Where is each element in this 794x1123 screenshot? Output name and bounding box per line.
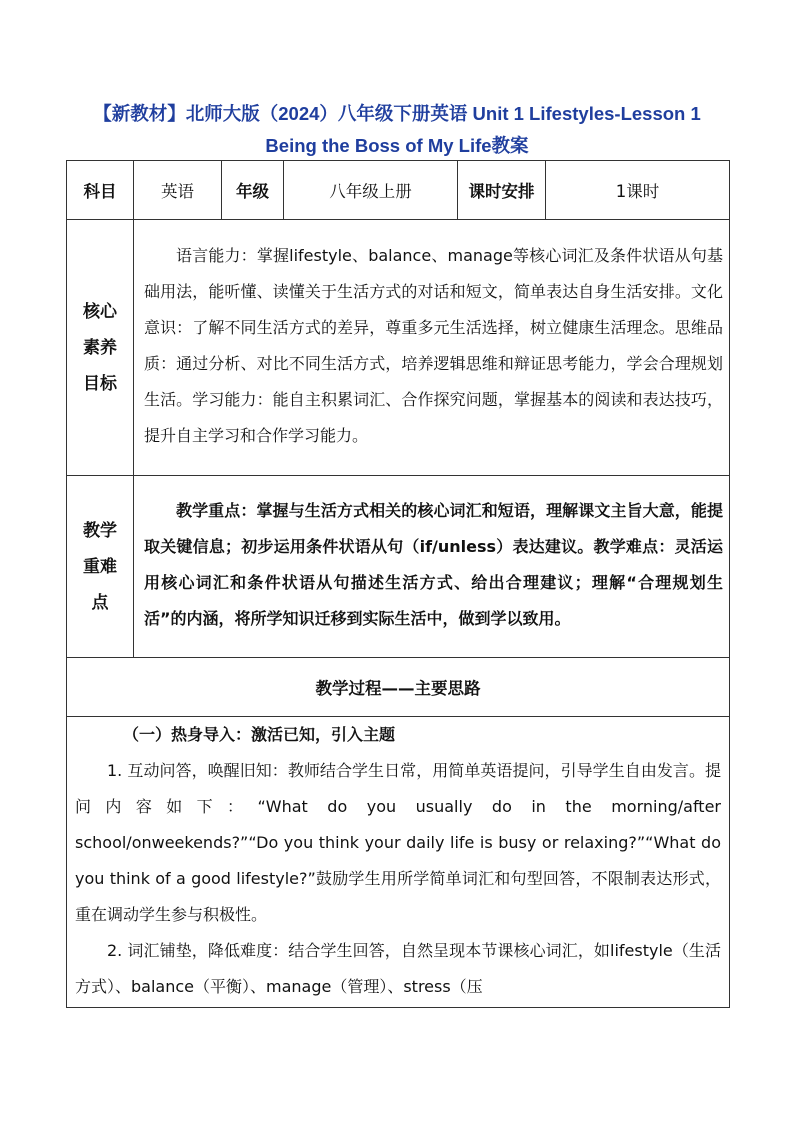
header-row xyxy=(67,161,730,220)
process-content xyxy=(67,717,729,1007)
title-line-1: 【新教材】北师大版（2024）八年级下册英语 Unit 1 Lifestyles-Lesson 1 xyxy=(93,103,701,124)
title-line-2: Being the Boss of My Life教案 xyxy=(265,135,529,156)
subject-label: 科目 xyxy=(67,161,134,220)
core-goals-text: 语言能力：掌握lifestyle、balance、manage等核心词汇及条件状语从句基础用法，能听懂、读懂关于生活方式的对话和短文，简单表达自身生活安排。文化意识：了解不同生活方式的差异，尊重多元生活选择，树立健康生活理念。思维品质：通过分析、对比不同生活方式，培养逻辑思维和辩证思考能力，学会合理规划生活。学习能力：能自主积累词汇、合作探究问题，掌握基本的阅读和表达技巧，提升自主学习和合作学习能力。 xyxy=(144,245,723,445)
key-points-row xyxy=(67,476,730,658)
key-points-content xyxy=(134,476,730,658)
lesson-plan-table xyxy=(66,160,730,1008)
core-goals-label-line-3: 目标 xyxy=(83,373,117,394)
core-goals-label-line-2: 素养 xyxy=(83,337,117,358)
step-2-text: 2. 词汇铺垫，降低难度：结合学生回答，自然呈现本节课核心词汇，如lifestyle（生活方式）、balance（平衡）、manage（管理）、stress（压 xyxy=(75,941,721,996)
key-points-text: 教学重点：掌握与生活方式相关的核心词汇和短语，理解课文主旨大意，能提取关键信息；初步运用条件状语从句（if/unless）表达建议。教学难点：灵活运用核心词汇和条件状语从句描述生活方式、给出合理建议；理解“合理规划生活”的内涵，将所学知识迁移到实际生活中，做到学以致用。 xyxy=(144,500,723,628)
core-goals-label xyxy=(67,220,134,476)
key-points-label xyxy=(67,476,134,658)
key-points-label-line-1: 教学 xyxy=(83,520,117,541)
core-goals-label-line-1: 核心 xyxy=(83,301,117,322)
process-content-cell xyxy=(67,717,730,1008)
key-points-label-line-3: 点 xyxy=(91,592,109,613)
core-goals-row xyxy=(67,220,730,476)
process-content-row xyxy=(67,717,730,1008)
section-1-title: （一）热身导入：激活已知，引入主题 xyxy=(123,725,396,744)
process-heading: 教学过程——主要思路 xyxy=(67,658,730,717)
subject-value: 英语 xyxy=(134,161,222,220)
step-1-text: 1. 互动问答，唤醒旧知：教师结合学生日常，用简单英语提问，引导学生自由发言。提问内容如下：“What do you usually do in the morning/after school/onweekends?”“Do you think your daily life is busy or relaxing?”“What do you think of a good lifestyle?”鼓励学生用所学简单词汇和句型回答，不限制表达形式，重在调动学生参与积极性。 xyxy=(75,761,721,924)
grade-label: 年级 xyxy=(222,161,284,220)
document-title xyxy=(0,98,794,162)
core-goals-content xyxy=(134,220,730,476)
grade-value: 八年级上册 xyxy=(284,161,458,220)
hours-label: 课时安排 xyxy=(458,161,546,220)
key-points-label-line-2: 重难 xyxy=(83,556,117,577)
process-heading-row xyxy=(67,658,730,717)
hours-value: 1课时 xyxy=(546,161,730,220)
